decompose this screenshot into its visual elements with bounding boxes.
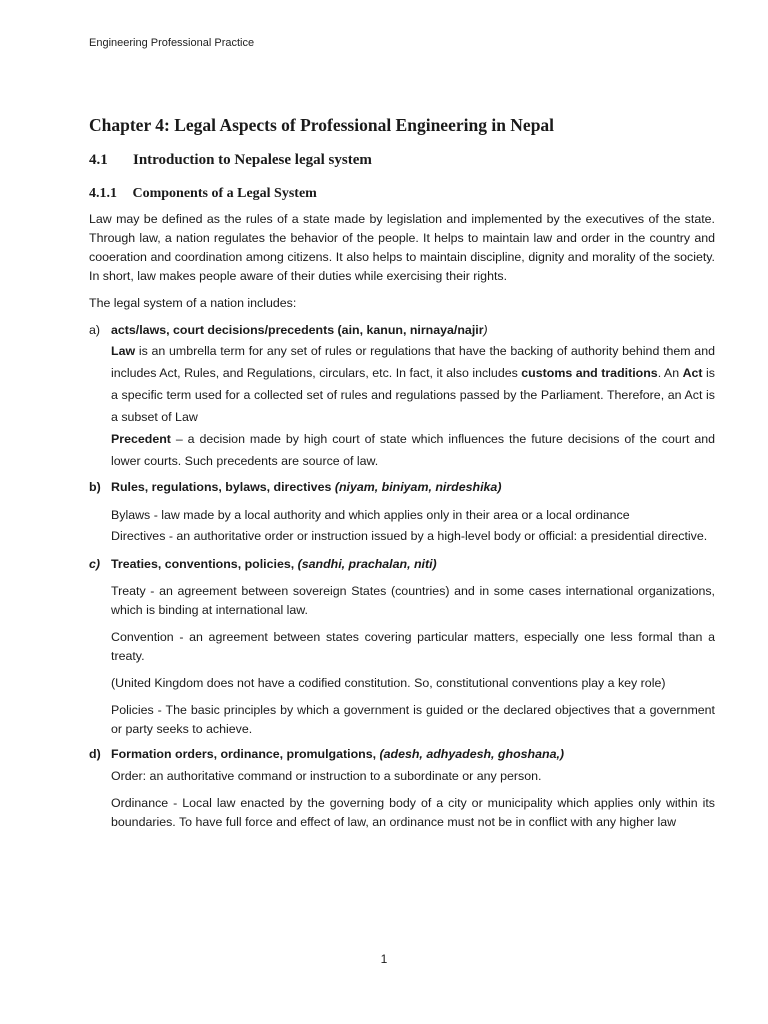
item-a-heading <box>111 321 715 340</box>
item-c-heading <box>111 555 715 574</box>
page-number: 1 <box>380 952 388 966</box>
legal-system-intro: The legal system of a nation includes: <box>89 296 297 310</box>
customs-term: customs and traditions <box>521 366 658 380</box>
law-definition <box>111 340 715 428</box>
list-body-b <box>111 478 715 547</box>
item-b-heading-text: Rules, regulations, bylaws, directives <box>111 480 335 494</box>
law-term: Law <box>111 344 136 358</box>
directives-definition: Directives - an authoritative order or instruction issued by a high-level body or official: a presidential directive. <box>111 529 708 543</box>
item-d-heading <box>111 745 715 764</box>
item-c-heading-italic: (sandhi, prachalan, niti) <box>297 557 437 571</box>
item-a-heading-close: ) <box>483 323 488 337</box>
precedent-definition <box>111 428 715 472</box>
list-item-d <box>89 745 715 832</box>
list-body-c <box>111 555 715 739</box>
subsection-title: Components of a Legal System <box>132 186 317 201</box>
page-content <box>89 114 715 832</box>
list-marker-d: d) <box>89 747 101 761</box>
treaty-definition: Treaty - an agreement between sovereign States (countries) and in some cases international organizations, which is binding at international law. <box>111 584 715 617</box>
item-a-heading-text: acts/laws, court decisions/precedents (ain, kanun, nirnaya/najir <box>111 323 484 337</box>
law-text-3: is a specific term used for a collected set of rules and regulations passed by the Parliament. Therefore, an Act is a subset of Law <box>111 366 715 424</box>
item-c-heading-text: Treaties, conventions, policies, <box>111 557 298 571</box>
ordinance-definition: Ordinance - Local law enacted by the governing body of a city or municipality which applies only within its boundaries. To have full force and effect of law, an ordinance must not be in conflict with any higher law <box>111 796 715 829</box>
list-item-c <box>89 555 715 739</box>
intro-paragraph: Law may be defined as the rules of a state made by legislation and implemented by the executives of the state. Through law, a nation regulates the behavior of the people. It helps to maintain law and order in the country and cooeration and coordination among citizens. It also helps to maintain discipline, dignity and morality of the society. In short, law makes people aware of their duties while exercising their rights. <box>89 212 715 283</box>
list-body-d <box>111 745 715 832</box>
law-text-1: is an umbrella term for any set of rules or regulations that have the backing of authority behind them and includes Act, Rules, and Regulations, circulars, etc. In fact, it also includes <box>111 344 715 380</box>
bylaws-definition: Bylaws - law made by a local authority and which applies only in their area or a local ordinance <box>111 508 630 522</box>
policies-definition: Policies - The basic principles by which a government is guided or the declared objectives that a government or party seeks to achieve. <box>111 703 715 736</box>
section-title: Introduction to Nepalese legal system <box>133 152 372 168</box>
list-body-a <box>111 321 715 472</box>
item-d-heading-italic: (adesh, adhyadesh, ghoshana,) <box>379 747 565 761</box>
chapter-title: Chapter 4: Legal Aspects of Professional Engineering in Nepal <box>89 115 555 135</box>
subsection-number: 4.1.1 <box>89 186 117 201</box>
list-marker-a: a) <box>89 323 101 337</box>
list-item-a <box>89 321 715 472</box>
subsection-heading <box>89 184 715 204</box>
convention-definition: Convention - an agreement between states covering particular matters, especially one less formal than a treaty. <box>111 630 715 663</box>
act-term: Act <box>682 366 703 380</box>
list-marker-c: c) <box>89 557 101 571</box>
uk-constitution-note: (United Kingdom does not have a codified constitution. So, constitutional conventions play a key role) <box>111 676 666 690</box>
list-marker-b: b) <box>89 480 101 494</box>
running-header: Engineering Professional Practice <box>89 37 255 49</box>
item-d-heading-text: Formation orders, ordinance, promulgations, <box>111 747 380 761</box>
precedent-term: Precedent <box>111 432 171 446</box>
order-definition: Order: an authoritative command or instruction to a subordinate or any person. <box>111 769 542 783</box>
item-b-heading <box>111 478 715 497</box>
section-number: 4.1 <box>89 152 108 168</box>
section-heading <box>89 150 715 170</box>
item-b-heading-italic: (niyam, biniyam, nirdeshika) <box>334 480 502 494</box>
list-item-b <box>89 478 715 547</box>
precedent-text: – a decision made by high court of state which influences the future decisions of the court and lower courts. Such precedents are source of law. <box>111 432 715 468</box>
law-text-2: . An <box>657 366 683 380</box>
